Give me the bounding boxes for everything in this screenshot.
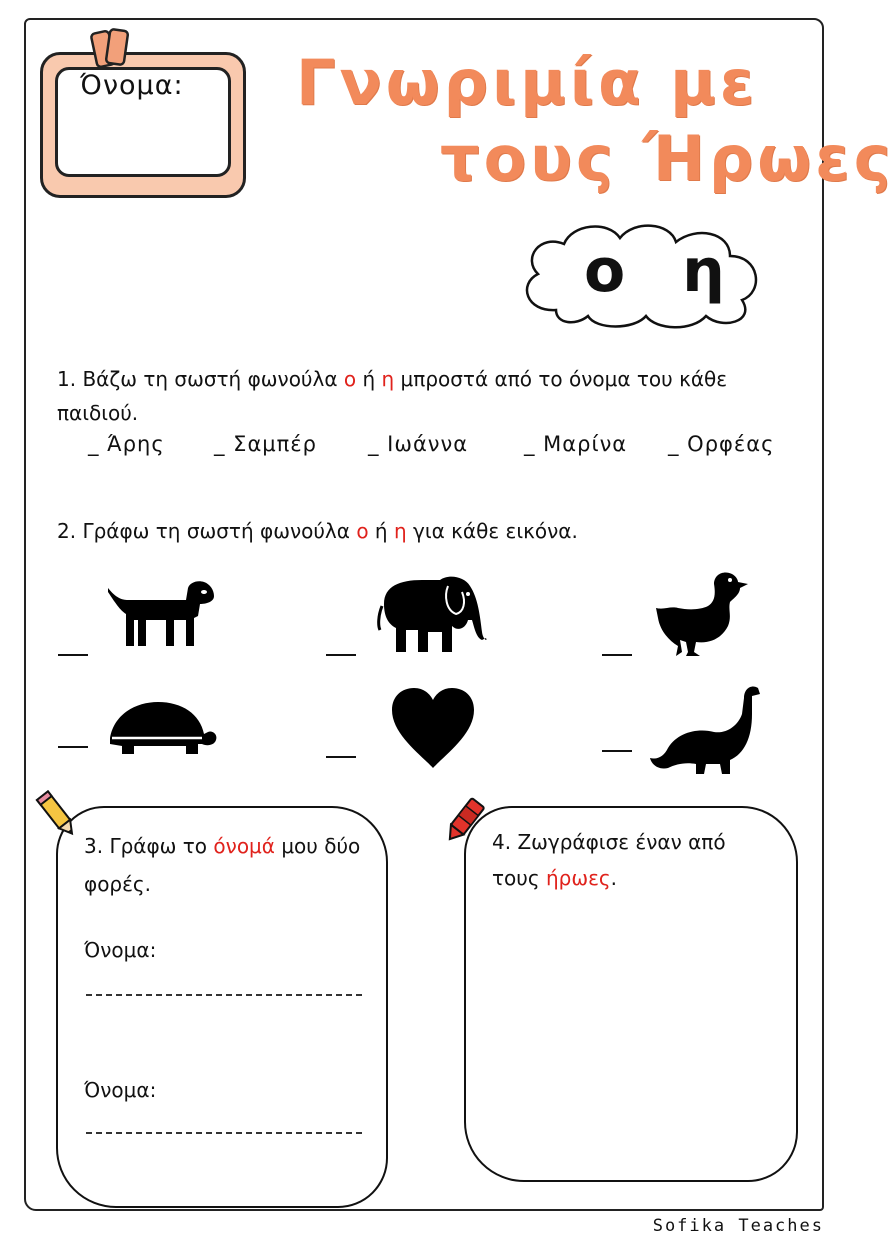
write-line-2[interactable]	[86, 1132, 362, 1134]
vowel-o: ο	[343, 367, 357, 391]
child-name-4[interactable]: _ Μαρίνα	[524, 432, 628, 456]
answer-blank-elephant[interactable]	[326, 654, 356, 656]
vowel-o: ο	[356, 519, 369, 543]
exercise3-instruction: 3. Γράφω το όνομά μου δύο	[84, 834, 361, 858]
highlight-heroes-word: ήρωες	[545, 866, 611, 890]
vowel-i: η	[393, 519, 407, 543]
duck-icon	[656, 570, 750, 660]
answer-blank-dinosaur[interactable]	[602, 750, 632, 752]
exercise3-name-label-2: Όνομα:	[84, 1078, 157, 1102]
title-line-1: Γνωριμία με	[296, 46, 759, 119]
name-label: Όνομα:	[80, 70, 184, 101]
answer-blank-dog[interactable]	[58, 654, 88, 656]
exercise1-instruction-line2: παιδιού.	[57, 401, 139, 425]
answer-blank-duck[interactable]	[602, 654, 632, 656]
exercise4-instruction-line2: τους ήρωες.	[492, 866, 617, 890]
answer-blank-turtle[interactable]	[58, 746, 88, 748]
exercise3-instruction-line2: φορές.	[84, 872, 152, 896]
dog-icon	[106, 580, 218, 650]
exercise1-instruction: 1. Βάζω τη σωστή φωνούλα ο ή η μπροστά από το όνομα του κάθε	[57, 367, 728, 391]
child-name-2[interactable]: _ Σαμπέρ	[214, 432, 317, 456]
highlight-name-word: όνομά	[213, 834, 275, 858]
exercise4-instruction: 4. Ζωγράφισε έναν από	[492, 830, 726, 854]
binder-clip-icon	[88, 26, 134, 72]
child-name-1[interactable]: _ Άρης	[88, 432, 165, 456]
child-name-5[interactable]: _ Ορφέας	[668, 432, 775, 456]
title-line-2: τους Ήρωες	[440, 122, 894, 195]
crayon-icon	[436, 796, 492, 846]
heart-icon	[390, 688, 476, 770]
answer-blank-heart[interactable]	[326, 756, 356, 758]
dinosaur-icon	[648, 684, 760, 776]
write-line-1[interactable]	[86, 994, 362, 996]
author-signature: Sofika Teaches	[652, 1216, 824, 1236]
turtle-icon	[106, 700, 218, 762]
vowel-i: η	[381, 367, 395, 391]
elephant-icon	[378, 576, 488, 654]
cloud-letters: ο η	[584, 236, 743, 306]
pencil-icon	[34, 788, 82, 840]
exercise3-name-label-1: Όνομα:	[84, 938, 157, 962]
exercise2-instruction: 2. Γράφω τη σωστή φωνούλα ο ή η για κάθε εικόνα.	[57, 519, 578, 543]
child-name-3[interactable]: _ Ιωάννα	[368, 432, 469, 456]
